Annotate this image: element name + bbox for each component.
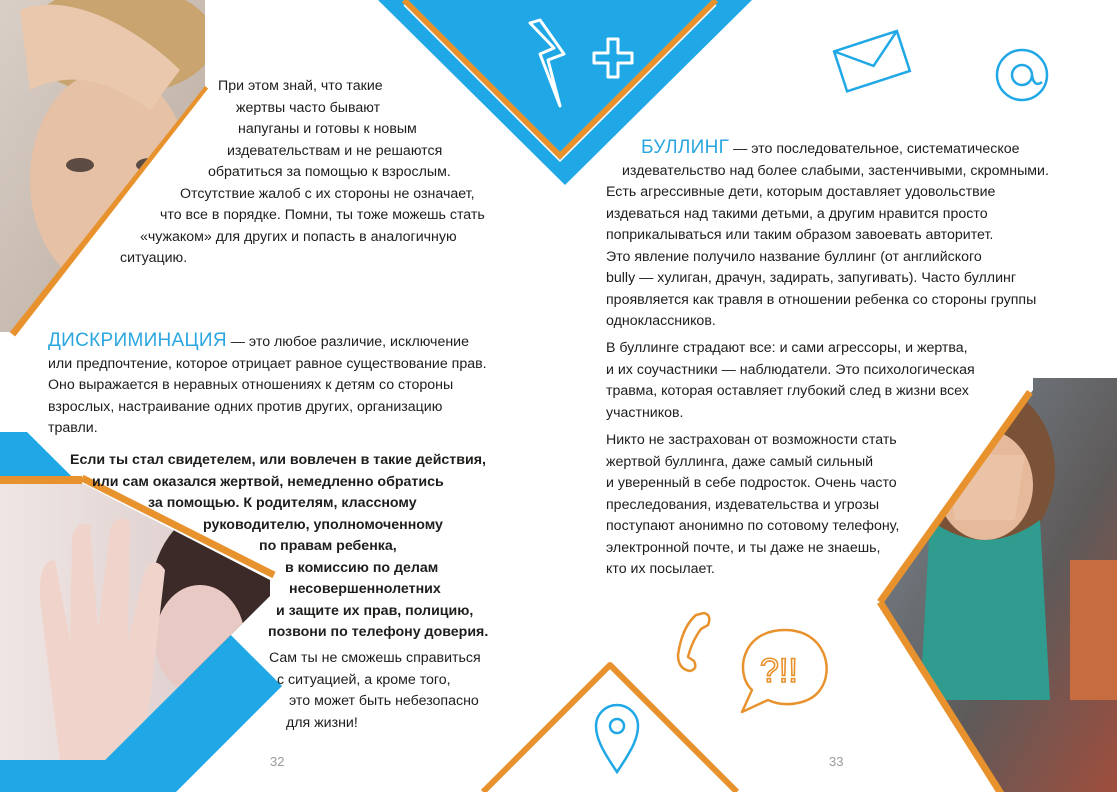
phone-icon (668, 607, 718, 677)
bullying-line: проявляется как травля в отношении ребенка со стороны группы (606, 291, 1037, 308)
intro-line: обратиться за помощью к взрослым. (208, 164, 451, 180)
insurance-line: электронной почте, и ты даже не знаешь, (606, 539, 881, 556)
intro-line: напуганы и готовы к новым (238, 121, 417, 137)
closing-line: с ситуацией, а кроме того, (277, 671, 451, 688)
advice-line: и защите их прав, полицию, (276, 602, 474, 619)
intro-line: жертвы часто бывают (236, 99, 381, 116)
closing-paragraph (0, 648, 520, 734)
discrimination-line: Оно выражается в неравных отношениях к детям со стороны (48, 377, 454, 393)
advice-line: позвони по телефону доверия. (268, 624, 489, 640)
bullying-line: издеваться над такими детьми, а другим нравится просто (606, 205, 988, 222)
lightning-icon (520, 18, 580, 118)
speech-bubble-icon (730, 620, 840, 720)
at-sign-icon (992, 38, 1052, 113)
discrimination-first-line (48, 330, 528, 354)
advice-line: руководителю, уполномоченному (203, 516, 443, 533)
bullying-term: БУЛЛИНГ (641, 137, 730, 158)
bullying-line: издевательство над более слабыми, застенчивыми, скромными. (622, 162, 1049, 179)
advice-line: Если ты стал свидетелем, или вовлечен в такие действия, (70, 452, 486, 468)
bullying-first-rest: — это последовательное, систематическое (729, 141, 1020, 157)
advice-line: несовершеннолетних (289, 581, 441, 597)
intro-line: «чужаком» для других и попасть в аналогичную (140, 228, 457, 245)
advice-line: в комиссию по делам (285, 559, 439, 576)
bullying-line: Это явление получило название буллинг (от английского (606, 248, 982, 265)
suffering-paragraph (606, 338, 1026, 424)
insurance-line: Никто не застрахован от возможности стать (606, 432, 897, 448)
intro-line: издевательствам и не решаются (227, 142, 443, 159)
advice-line: по правам ребенка, (259, 538, 397, 554)
bullying-paragraph (0, 137, 1090, 333)
closing-line: Сам ты не сможешь справиться (269, 650, 481, 666)
bullying-first-line (641, 137, 1090, 161)
insurance-line: кто их посылает. (606, 561, 715, 577)
insurance-line: и уверенный в себе подросток. Очень часто (606, 475, 897, 491)
bullying-line: одноклассников. (606, 313, 716, 329)
insurance-line: поступают анонимно по сотовому телефону, (606, 518, 900, 534)
envelope-icon (832, 28, 912, 88)
advice-line: за помощью. К родителям, классному (148, 495, 417, 511)
advice-line: или сам оказался жертвой, немедленно обратись (92, 473, 444, 490)
bullying-line: Есть агрессивные дети, которым доставляет удовольствие (606, 184, 996, 200)
suffering-line: В буллинге страдают все: и сами агрессоры, и жертва, (606, 340, 968, 356)
closing-line: это может быть небезопасно (289, 693, 479, 709)
discrimination-line: травли. (48, 420, 98, 436)
page-number-left: 32 (270, 754, 285, 769)
discrimination-term: ДИСКРИМИНАЦИЯ (48, 330, 227, 351)
discrimination-first-rest: — это любое различие, исключение (226, 334, 469, 350)
advice-paragraph (0, 450, 520, 644)
intro-line: что все в порядке. Помни, ты тоже можешь стать (160, 207, 485, 223)
bullying-line: bully — хулиган, драчун, задирать, запугивать). Часто буллинг (606, 270, 1017, 286)
intro-line: Отсутствие жалоб с их стороны не означает, (180, 185, 475, 202)
suffering-line: участников. (606, 404, 684, 421)
insurance-line: жертвой буллинга, даже самый сильный (606, 453, 874, 470)
page-number-right: 33 (829, 754, 844, 769)
discrimination-paragraph (48, 330, 528, 440)
suffering-line: травма, которая оставляет глубокий след в жизни всех (606, 383, 969, 399)
discrimination-line: взрослых, настраивание одних против других, организацию (48, 398, 443, 415)
closing-line: для жизни! (286, 714, 358, 731)
intro-line: При этом знай, что такие (218, 78, 383, 94)
discrimination-line: или предпочтение, которое отрицает равное существование прав. (48, 355, 487, 372)
suffering-line: и их соучастники — наблюдатели. Это психологическая (606, 361, 975, 378)
bullying-line: поприкалываться или таким образом завоевать авторитет. (606, 227, 994, 243)
location-pin-icon (592, 700, 642, 780)
intro-line: ситуацию. (120, 250, 188, 266)
insurance-paragraph (606, 430, 946, 581)
insurance-line: преследования, издевательства и угрозы (606, 496, 880, 513)
plus-icon (590, 35, 640, 85)
svg-text:?!!: ?!! (760, 652, 798, 690)
